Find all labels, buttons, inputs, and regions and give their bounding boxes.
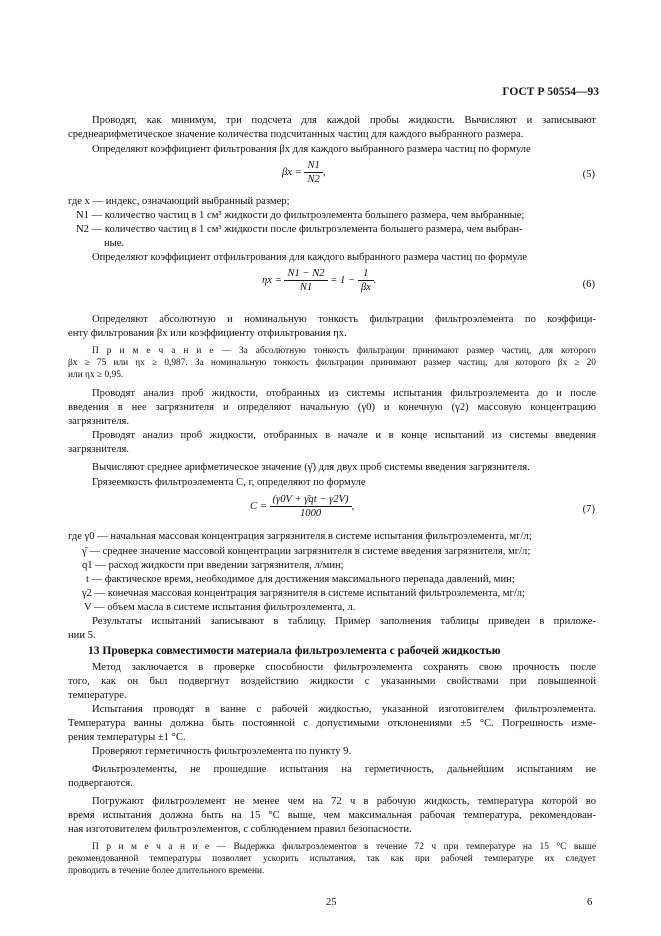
note-line: βx ≥ 75 или ηx ≥ 0,987. За номинальную тонкость фильтрации принимают размер частиц, для которого βx ≥ 20 xyxy=(68,358,596,368)
paragraph-line: Проводят анализ проб жидкости, отобранных в начале и в конце испытаний из системы введения xyxy=(92,430,596,441)
paragraph-line: Определяют абсолютную и номинальную тонкость фильтрации фильтроэлемента по коэффици- xyxy=(92,314,596,325)
definition-line: N1 — количество частиц в 1 см³ жидкости до фильтроэлемента большего размера, чем выбранные; xyxy=(76,210,525,221)
fraction xyxy=(358,268,374,293)
equation-number: (5) xyxy=(582,169,595,180)
paragraph-line: Фильтроэлементы, не прошедшие испытания на герметичность, дальнейшим испытаниям не xyxy=(92,764,596,775)
definition-line: где γ0 — начальная массовая концентрация загрязнителя в системе испытания фильтроэлемента, мг/л; xyxy=(68,531,532,542)
page-number: 25 xyxy=(326,897,337,908)
denominator: N1 xyxy=(299,282,313,293)
numerator: (γ0V + γ̄qt − γ2V) xyxy=(270,494,352,507)
sheet-number: 6 xyxy=(587,897,593,908)
definition-line: t — фактическое время, необходимое для достижения максимального перепада давлений, мин; xyxy=(86,574,515,585)
note-line: П р и м е ч а н и е — За абсолютную тонкость фильтрации принимают размер частиц, для которого xyxy=(92,346,596,356)
paragraph-line: Грязеемкость фильтроэлемента C, г, определяют по формуле xyxy=(92,477,366,488)
definition-line: N2 — количество частиц в 1 см³ жидкости после фильтроэлемента большего размера, чем выбран- xyxy=(76,224,523,235)
numerator: N1 − N2 xyxy=(284,268,327,281)
paragraph-line: подвергаются. xyxy=(68,778,133,789)
paragraph-line: введения в нее загрязнителя и определяют начальную (γ0) и конечную (γ2) массовую концентрацию xyxy=(68,402,596,413)
denominator: 1000 xyxy=(299,508,322,519)
paragraph-line: Погружают фильтроэлемент не менее чем на 72 ч в рабочую жидкость, температура которой во xyxy=(92,796,596,807)
paragraph-line: среднеарифметическое значение количества подсчитанных частиц для каждого выбранного размера. xyxy=(68,129,524,140)
note-line: рекомендованной температуры позволяет ускорить испытания, так как при рабочей температуре их следует xyxy=(68,854,596,864)
fraction xyxy=(304,160,322,185)
numerator: N1 xyxy=(304,160,322,173)
formula-lhs: C = xyxy=(250,500,267,512)
formula-lhs: ηx = xyxy=(262,274,282,286)
note-line: проводить в течение более длительного времени. xyxy=(68,866,265,876)
formula-tail: . xyxy=(373,274,377,286)
fraction xyxy=(270,494,352,519)
paragraph-line: рения температуры ±1 °С. xyxy=(68,732,186,743)
formula-6 xyxy=(262,268,376,293)
paragraph-line: Температура ванны должна быть постоянной с допустимыми отклонениями ±5 °С. Погрешность изме- xyxy=(68,718,596,729)
formula-tail: , xyxy=(322,166,326,178)
paragraph-line: температуре. xyxy=(68,690,127,701)
paragraph-line: Проверяют герметичность фильтроэлемента по пункту 9. xyxy=(92,746,352,757)
formula-5 xyxy=(282,160,325,185)
paragraph-line: загрязнителя. xyxy=(68,444,130,455)
paragraph-line: Определяют коэффициент фильтрования βx для каждого выбранного размера частиц по формуле xyxy=(92,144,531,155)
paragraph-line: Испытания проводят в ванне с рабочей жидкостью, указанной изготовителем фильтроэлемента. xyxy=(92,704,596,715)
note-line: П р и м е ч а н и е — Выдержка фильтроэлементов в течение 72 ч при температуре на 15 °С выше xyxy=(92,842,596,852)
paragraph-line: загрязнителя. xyxy=(68,416,130,427)
definition-line: q1 — расход жидкости при введении загрязнителя, л/мин; xyxy=(82,560,344,571)
equation-number: (7) xyxy=(582,504,595,515)
paragraph-line: Метод заключается в проверке способности фильтроэлемента сохранять свою прочность после xyxy=(92,662,596,673)
paragraph-line: енту фильтрования βx или коэффициенту отфильтрования ηx. xyxy=(68,328,347,339)
equation-number: (6) xyxy=(582,279,595,290)
definition-line: γ̄ — среднее значение массовой концентрации загрязнителя в системе введения загрязнителя, мг/л; xyxy=(82,546,531,557)
definition-line: V — объем масла в системе испытания фильтроэлемента, л. xyxy=(84,602,356,613)
denominator: βx xyxy=(360,282,371,293)
definition-line: ные. xyxy=(104,238,125,249)
formula-7 xyxy=(250,494,354,519)
paragraph-line: Проводят анализ проб жидкости, отобранных из системы испытания фильтроэлемента до и после xyxy=(92,388,596,399)
formula-mid: = 1 − xyxy=(330,274,356,286)
paragraph-line: ная изготовителем фильтроэлементов, с соблюдением правил безопасности. xyxy=(68,824,412,835)
paragraph-line: Проводят, как минимум, три подсчета для каждой пробы жидкости. Вычисляют и записывают xyxy=(92,115,596,126)
paragraph-line: нии 5. xyxy=(68,630,96,641)
paragraph-line: Результаты испытаний записывают в таблицу. Пример заполнения таблицы приведен в приложе- xyxy=(92,616,596,627)
paragraph-line: Определяют коэффициент отфильтрования для каждого выбранного размера частиц по формуле xyxy=(92,252,528,263)
paragraph-line: время испытания должна быть на 15 °С выше, чем максимальная рабочая температура, рекомендован- xyxy=(68,810,596,821)
definition-line: γ2 — конечная массовая концентрация загрязнителя в системе испытаний фильтроэлемента, мг/л; xyxy=(82,588,526,599)
document-code: ГОСТ Р 50554—93 xyxy=(502,86,599,98)
paragraph-line: того, как он был подвергнут воздействию жидкости с указанными свойствами при повышенной xyxy=(68,676,596,687)
formula-lhs: βx = xyxy=(282,166,302,178)
note-line: или ηx ≥ 0,95. xyxy=(68,370,124,380)
denominator: N2 xyxy=(307,174,320,185)
paragraph-line: Вычисляют среднее арифметическое значение (γ̄) для двух проб системы введения загрязнителя. xyxy=(92,462,530,473)
section-heading: 13 Проверка совместимости материала фильтроэлемента с рабочей жидкостью xyxy=(88,645,501,657)
formula-tail: , xyxy=(351,500,355,512)
definition-line: где x — индекс, означающий выбранный размер; xyxy=(68,196,290,207)
fraction xyxy=(284,268,327,293)
numerator: 1 xyxy=(358,268,374,281)
